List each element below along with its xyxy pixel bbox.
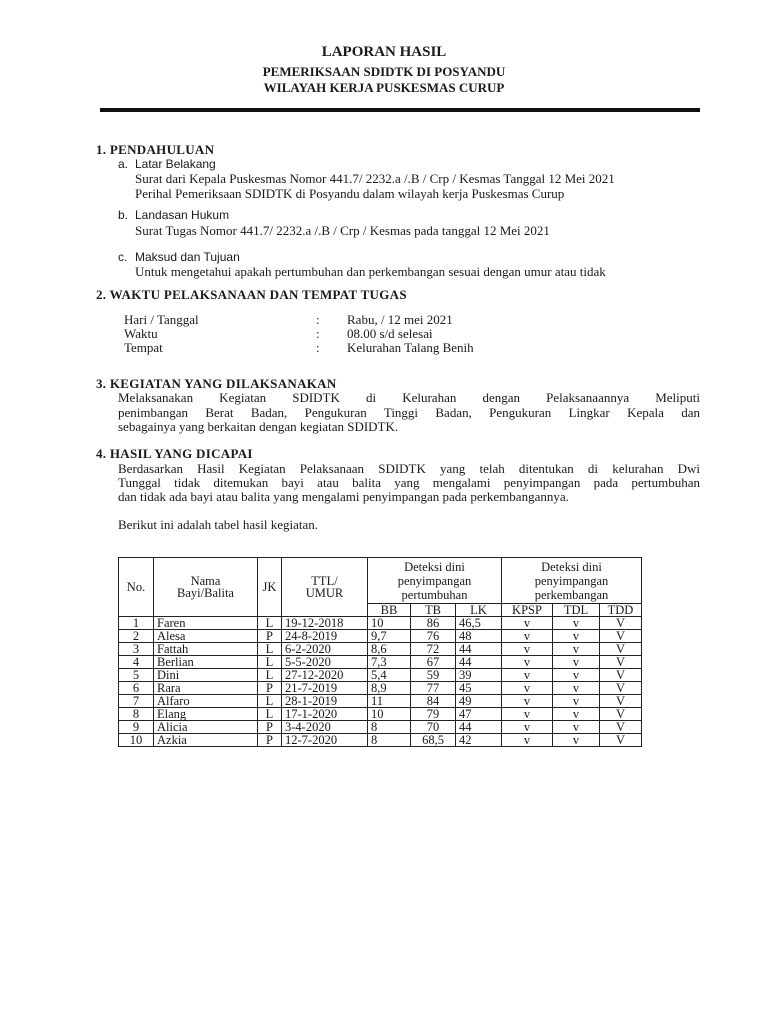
item-b-label: b. [118, 208, 129, 222]
cell-jk: L [258, 656, 282, 669]
section-3-line-2: penimbangan Berat Badan, Pengukuran Tinggi Badan, Pengukuran Lingkar Kepala dan [118, 405, 700, 420]
cell-lk: 48 [456, 630, 502, 643]
item-a-line-1: Surat dari Kepala Puskesmas Nomor 441.7/ 2232.a /.B / Crp / Kesmas Tanggal 12 Mei 2021 [135, 171, 615, 186]
item-a-line-2: Perihal Pemeriksaan SDIDTK di Posyandu dalam wilayah kerja Puskesmas Curup [135, 186, 565, 201]
cell-nama: Elang [154, 708, 258, 721]
cell-ttl: 5-5-2020 [282, 656, 368, 669]
cell-ttl: 17-1-2020 [282, 708, 368, 721]
cell-tdl: v [553, 708, 600, 721]
cell-bb: 8 [368, 734, 411, 747]
table-row [119, 643, 642, 656]
cell-tb: 86 [411, 617, 456, 630]
cell-nama: Fattah [154, 643, 258, 656]
cell-tdd: V [600, 656, 642, 669]
cell-tb: 67 [411, 656, 456, 669]
schedule-label-time: Waktu [124, 326, 158, 341]
report-title: LAPORAN HASIL [321, 44, 447, 60]
cell-ttl: 28-1-2019 [282, 695, 368, 708]
cell-no: 2 [119, 630, 154, 643]
cell-kpsp: v [502, 643, 553, 656]
cell-no: 10 [119, 734, 154, 747]
cell-no: 4 [119, 656, 154, 669]
cell-tb: 72 [411, 643, 456, 656]
cell-jk: L [258, 708, 282, 721]
cell-tb: 68,5 [411, 734, 456, 747]
table-row [119, 708, 642, 721]
cell-kpsp: v [502, 630, 553, 643]
schedule-sep: : [316, 326, 320, 341]
cell-lk: 49 [456, 695, 502, 708]
cell-ttl: 24-8-2019 [282, 630, 368, 643]
schedule-sep: : [316, 340, 320, 355]
cell-lk: 44 [456, 721, 502, 734]
cell-tb: 79 [411, 708, 456, 721]
cell-no: 5 [119, 669, 154, 682]
cell-kpsp: v [502, 734, 553, 747]
cell-no: 6 [119, 682, 154, 695]
cell-bb: 7,3 [368, 656, 411, 669]
cell-bb: 8,9 [368, 682, 411, 695]
report-subtitle-1: PEMERIKSAAN SDIDTK DI POSYANDU [262, 64, 506, 79]
results-table-body [119, 617, 642, 747]
cell-ttl: 19-12-2018 [282, 617, 368, 630]
item-c-label: c. [118, 250, 128, 264]
header-ttl: TTL/ UMUR [282, 558, 368, 617]
cell-ttl: 6-2-2020 [282, 643, 368, 656]
cell-tdl: v [553, 630, 600, 643]
cell-kpsp: v [502, 682, 553, 695]
schedule-value-place: Kelurahan Talang Benih [347, 340, 474, 355]
cell-nama: Rara [154, 682, 258, 695]
cell-no: 7 [119, 695, 154, 708]
cell-bb: 9,7 [368, 630, 411, 643]
cell-jk: P [258, 630, 282, 643]
results-table [118, 557, 642, 747]
cell-tdd: V [600, 695, 642, 708]
item-b-line-1: Surat Tugas Nomor 441.7/ 2232.a /.B / Crp / Kesmas pada tanggal 12 Mei 2021 [135, 223, 550, 238]
header-development-group: Deteksi dini penyimpangan perkembangan [502, 558, 642, 604]
table-row [119, 721, 642, 734]
cell-tdd: V [600, 708, 642, 721]
section-4-heading: 4. HASIL YANG DICAPAI [96, 446, 253, 461]
cell-bb: 8 [368, 721, 411, 734]
cell-tdd: V [600, 643, 642, 656]
cell-bb: 10 [368, 617, 411, 630]
header-kpsp: KPSP [502, 604, 553, 617]
cell-jk: L [258, 643, 282, 656]
cell-tdl: v [553, 656, 600, 669]
section-3-line-3: sebagainya yang berkaitan dengan kegiatan SDIDTK. [118, 419, 399, 434]
cell-tdd: V [600, 682, 642, 695]
table-row [119, 630, 642, 643]
cell-kpsp: v [502, 656, 553, 669]
cell-jk: P [258, 682, 282, 695]
cell-nama: Dini [154, 669, 258, 682]
section-4-line-1: Berdasarkan Hasil Kegiatan Pelaksanaan SDIDTK yang telah ditentukan di kelurahan Dwi [118, 461, 700, 476]
cell-no: 8 [119, 708, 154, 721]
cell-ttl: 27-12-2020 [282, 669, 368, 682]
section-4-line-4: Berikut ini adalah tabel hasil kegiatan. [118, 517, 318, 532]
cell-tdl: v [553, 643, 600, 656]
cell-kpsp: v [502, 617, 553, 630]
cell-tdl: v [553, 721, 600, 734]
cell-kpsp: v [502, 721, 553, 734]
cell-lk: 44 [456, 643, 502, 656]
section-1-heading: 1. PENDAHULUAN [96, 142, 215, 157]
section-4-line-2: Tunggal tidak ditemukan bayi atau balita yang mengalami penyimpangan pada pertumbuhan [118, 475, 700, 490]
table-row [119, 682, 642, 695]
cell-tb: 84 [411, 695, 456, 708]
cell-nama: Alfaro [154, 695, 258, 708]
cell-kpsp: v [502, 695, 553, 708]
header-tb: TB [411, 604, 456, 617]
cell-tdl: v [553, 617, 600, 630]
cell-lk: 44 [456, 656, 502, 669]
section-3-line-1: Melaksanakan Kegiatan SDIDTK di Kelurahan dengan Pelaksanaannya Meliputi [118, 390, 700, 405]
cell-bb: 11 [368, 695, 411, 708]
cell-tdd: V [600, 630, 642, 643]
header-jk: JK [258, 558, 282, 617]
cell-nama: Azkia [154, 734, 258, 747]
cell-lk: 45 [456, 682, 502, 695]
cell-ttl: 3-4-2020 [282, 721, 368, 734]
cell-tdd: V [600, 734, 642, 747]
schedule-value-time: 08.00 s/d selesai [347, 326, 433, 341]
cell-tb: 59 [411, 669, 456, 682]
cell-tdd: V [600, 721, 642, 734]
cell-tdd: V [600, 669, 642, 682]
cell-jk: L [258, 695, 282, 708]
cell-bb: 10 [368, 708, 411, 721]
schedule-label-place: Tempat [124, 340, 163, 355]
header-lk: LK [456, 604, 502, 617]
table-row [119, 656, 642, 669]
section-2-heading: 2. WAKTU PELAKSANAAN DAN TEMPAT TUGAS [96, 287, 407, 302]
report-subtitle-2: WILAYAH KERJA PUSKESMAS CURUP [263, 80, 505, 95]
cell-jk: P [258, 721, 282, 734]
cell-ttl: 21-7-2019 [282, 682, 368, 695]
cell-tb: 70 [411, 721, 456, 734]
item-c-title: Maksud dan Tujuan [135, 250, 240, 264]
cell-no: 1 [119, 617, 154, 630]
table-row [119, 669, 642, 682]
cell-jk: L [258, 617, 282, 630]
schedule-sep: : [316, 312, 320, 327]
item-a-title: Latar Belakang [135, 157, 216, 171]
cell-kpsp: v [502, 708, 553, 721]
cell-lk: 46,5 [456, 617, 502, 630]
table-row [119, 695, 642, 708]
section-4-line-3: dan tidak ada bayi atau balita yang mengalami penyimpangan pada perkembangannya. [118, 489, 569, 504]
cell-tdl: v [553, 734, 600, 747]
cell-lk: 42 [456, 734, 502, 747]
table-row [119, 617, 642, 630]
cell-tdl: v [553, 682, 600, 695]
header-growth-group: Deteksi dini penyimpangan pertumbuhan [368, 558, 502, 604]
cell-tb: 77 [411, 682, 456, 695]
cell-kpsp: v [502, 669, 553, 682]
cell-tdl: v [553, 669, 600, 682]
schedule-value-day: Rabu, / 12 mei 2021 [347, 312, 453, 327]
header-tdl: TDL [553, 604, 600, 617]
cell-bb: 8,6 [368, 643, 411, 656]
cell-nama: Alicia [154, 721, 258, 734]
cell-no: 9 [119, 721, 154, 734]
cell-lk: 47 [456, 708, 502, 721]
cell-no: 3 [119, 643, 154, 656]
cell-bb: 5,4 [368, 669, 411, 682]
item-b-title: Landasan Hukum [135, 208, 230, 222]
header-nama: Nama Bayi/Balita [154, 558, 258, 617]
cell-lk: 39 [456, 669, 502, 682]
header-tdd: TDD [600, 604, 642, 617]
cell-nama: Alesa [154, 630, 258, 643]
schedule-label-day: Hari / Tanggal [124, 312, 199, 327]
section-3-heading: 3. KEGIATAN YANG DILAKSANAKAN [96, 376, 337, 391]
header-divider [100, 108, 700, 112]
cell-ttl: 12-7-2020 [282, 734, 368, 747]
item-a-label: a. [118, 157, 129, 171]
cell-jk: L [258, 669, 282, 682]
header-bb: BB [368, 604, 411, 617]
cell-tdd: V [600, 617, 642, 630]
table-row [119, 734, 642, 747]
cell-nama: Faren [154, 617, 258, 630]
cell-jk: P [258, 734, 282, 747]
cell-tdl: v [553, 695, 600, 708]
header-no: No. [119, 558, 154, 617]
cell-nama: Berlian [154, 656, 258, 669]
cell-tb: 76 [411, 630, 456, 643]
item-c-line-1: Untuk mengetahui apakah pertumbuhan dan perkembangan sesuai dengan umur atau tidak [135, 264, 606, 279]
